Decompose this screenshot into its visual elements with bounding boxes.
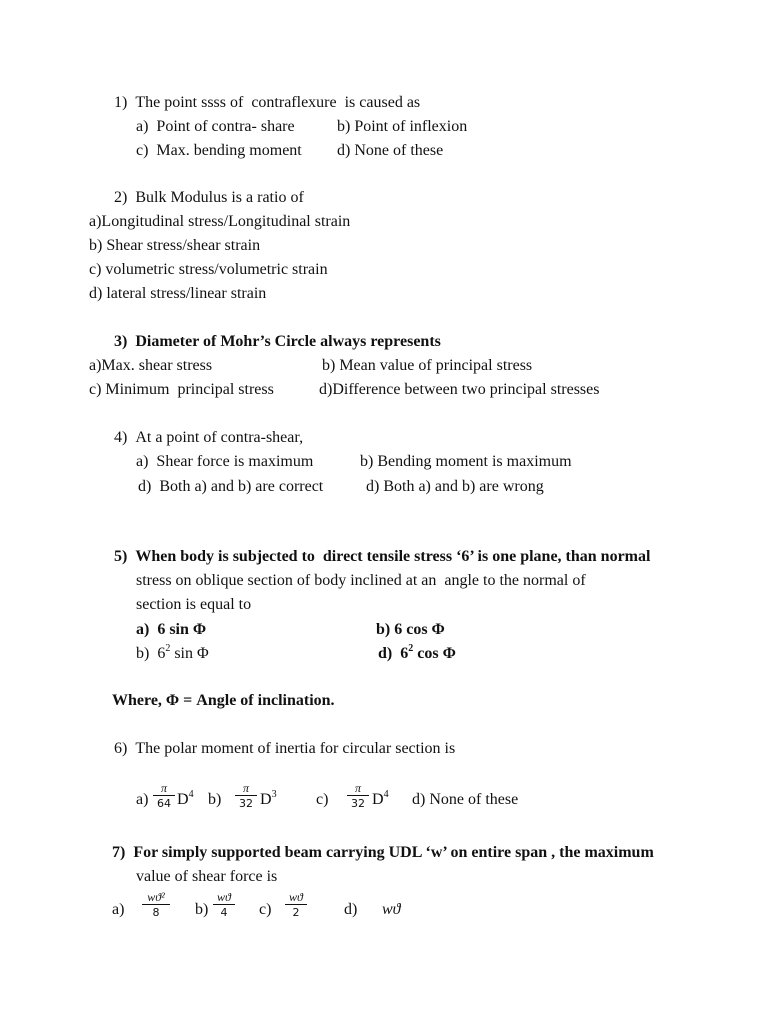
q2-option-c: c) volumetric stress/volumetric strain xyxy=(89,261,328,278)
q2-option-d: d) lateral stress/linear strain xyxy=(89,285,267,302)
q6-question: 6) The polar moment of inertia for circular section is xyxy=(114,740,456,757)
q5-option-d-exponent: 2 xyxy=(408,643,414,654)
q7-option-a-fraction xyxy=(140,891,172,918)
q6-option-b-var: D xyxy=(260,791,272,808)
q6-option-c-exponent: 4 xyxy=(383,789,389,800)
q7-option-c-fraction xyxy=(283,891,309,918)
q1-option-c: c) Max. bending moment xyxy=(136,142,302,159)
q5-option-d-prefix: d) 6 xyxy=(378,645,409,662)
q3-option-c: c) Minimum principal stress xyxy=(89,381,274,398)
q4-option-b: b) Bending moment is maximum xyxy=(360,453,572,470)
q5-option-a: a) 6 sin Φ xyxy=(136,621,207,638)
q3-option-d: d)Difference between two principal stresses xyxy=(319,381,600,398)
q6-option-b-label: b) xyxy=(208,791,222,808)
q5-option-b: b) 6 cos Φ xyxy=(376,621,445,638)
q3-option-b: b) Mean value of principal stress xyxy=(322,357,533,374)
fraction-bar xyxy=(285,904,307,905)
q1-option-b: b) Point of inflexion xyxy=(337,118,468,135)
q7-option-a-denominator: 8 xyxy=(152,906,160,919)
q6-option-c-fraction xyxy=(345,782,371,809)
q4-option-a: a) Shear force is maximum xyxy=(136,453,314,470)
q4-option-d: d) Both a) and b) are wrong xyxy=(366,478,544,495)
q6-option-c-var: D xyxy=(372,791,384,808)
fraction-bar xyxy=(347,795,369,796)
q4-option-c: d) Both a) and b) are correct xyxy=(138,478,324,495)
q5-option-c-exponent: 2 xyxy=(165,643,171,654)
q7-option-c-label: c) xyxy=(259,901,272,918)
q5-question-line1: 5) When body is subjected to direct tensile stress ‘6’ is one plane, than normal xyxy=(114,548,651,565)
q6-option-b-fraction xyxy=(233,782,259,809)
q7-option-d-label: d) xyxy=(344,901,358,918)
q2-option-b: b) Shear stress/shear strain xyxy=(89,237,261,254)
q6-option-a-denominator: 64 xyxy=(157,797,171,810)
fraction-bar xyxy=(142,904,170,905)
q1-option-d: d) None of these xyxy=(337,142,444,159)
q6-option-c-denominator: 32 xyxy=(351,797,365,810)
q5-where-note: Where, Φ = Angle of inclination. xyxy=(112,692,335,709)
q6-option-b-variable xyxy=(260,789,277,808)
fraction-bar xyxy=(235,795,257,796)
q6-option-a-exponent: 4 xyxy=(188,789,194,800)
q6-option-a-numerator: π xyxy=(160,781,167,795)
q7-option-c-denominator: 2 xyxy=(292,906,300,919)
q2-question: 2) Bulk Modulus is a ratio of xyxy=(114,189,304,206)
q1-option-a: a) Point of contra- share xyxy=(136,118,295,135)
fraction-bar xyxy=(213,904,235,905)
q5-option-c xyxy=(136,643,209,662)
q6-option-b-denominator: 32 xyxy=(239,797,253,810)
q6-option-a-fraction xyxy=(151,782,177,809)
q5-option-c-prefix: b) 6 xyxy=(136,645,166,662)
q6-option-c-label: c) xyxy=(316,791,329,808)
q7-option-b-denominator: 4 xyxy=(220,906,228,919)
q7-option-b-fraction xyxy=(211,891,237,918)
q6-option-c-numerator: π xyxy=(354,781,361,795)
q6-option-b-numerator: π xyxy=(242,781,249,795)
q5-question-line3: section is equal to xyxy=(136,596,252,613)
q1-question: 1) The point ssss of contraflexure is caused as xyxy=(114,94,421,111)
q7-option-a-label: a) xyxy=(112,901,125,918)
q7-option-a-numerator: wϑ² xyxy=(147,890,165,904)
q6-option-c-variable xyxy=(372,789,389,808)
q2-option-a: a)Longitudinal stress/Longitudinal strain xyxy=(89,213,351,230)
q5-question-line2: stress on oblique section of body inclined at an angle to the normal of xyxy=(136,572,586,589)
q3-question: 3) Diameter of Mohr’s Circle always represents xyxy=(114,333,441,350)
fraction-bar xyxy=(153,795,175,796)
q7-option-d-value: wϑ xyxy=(382,901,401,918)
q6-option-a-var: D xyxy=(177,791,189,808)
q7-option-b-numerator: wϑ xyxy=(217,890,231,904)
q6-option-a-label: a) xyxy=(136,791,149,808)
q5-option-d-suffix: cos Φ xyxy=(413,645,456,662)
q6-option-a-variable xyxy=(177,789,194,808)
q7-option-b-label: b) xyxy=(195,901,209,918)
q7-question-line1: 7) For simply supported beam carrying UDL ‘w’ on entire span , the maximum xyxy=(112,844,654,861)
q6-option-b-exponent: 3 xyxy=(271,789,277,800)
q3-option-a: a)Max. shear stress xyxy=(89,357,213,374)
q7-option-c-numerator: wϑ xyxy=(289,890,303,904)
q5-option-c-suffix: sin Φ xyxy=(170,645,209,662)
q5-option-d xyxy=(378,643,456,662)
q4-question: 4) At a point of contra-shear, xyxy=(114,429,304,446)
q6-option-d: d) None of these xyxy=(412,791,519,808)
q7-question-line2: value of shear force is xyxy=(136,868,278,885)
